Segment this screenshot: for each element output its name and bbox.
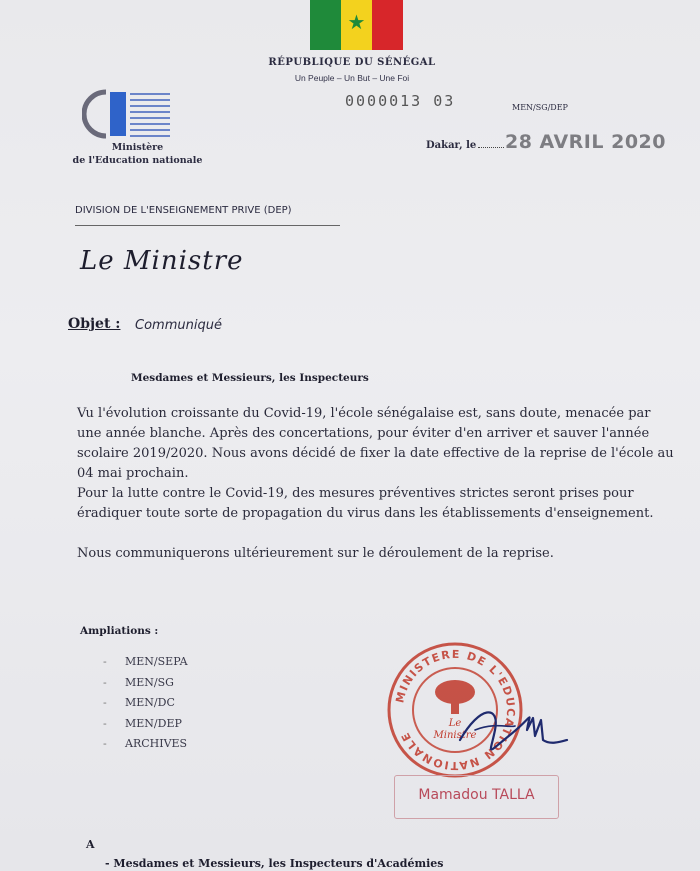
ampliation-item: - MEN/SEPA <box>103 652 188 673</box>
stamp-center-text-1: Le <box>448 718 462 729</box>
body-paragraph-3: Nous communiquerons ultérieurement sur le déroulement de la reprise. <box>77 546 554 561</box>
star-icon: ★ <box>347 10 366 34</box>
ampliation-item: - MEN/DEP <box>103 714 188 735</box>
handwritten-signature <box>455 700 570 760</box>
division-underline <box>75 225 340 226</box>
addressee-label: A <box>86 838 95 851</box>
ministry-line-2: de l'Education nationale <box>72 155 203 166</box>
city-label <box>426 140 504 151</box>
paragraph-spacer <box>77 524 677 544</box>
stamp-center-text-2: Ministre <box>433 730 477 741</box>
city-label-text: Dakar, le <box>426 140 477 151</box>
national-motto: Un Peuple – Un But – Une Foi <box>294 73 410 83</box>
flag-red-band <box>372 0 403 50</box>
ministry-name <box>50 141 225 167</box>
ampliation-item: - MEN/SG <box>103 673 188 694</box>
ministry-logo <box>82 88 174 140</box>
signatory-name: Mamadou TALLA <box>418 787 535 803</box>
letter-date: 28 AVRIL 2020 <box>505 131 666 153</box>
body-paragraph-2: Pour la lutte contre le Covid-19, des mesures préventives strictes seront prises pour éradiquer toute sorte de propagation du virus dans les établissements d'enseignement. <box>77 486 654 521</box>
stamp-ring-text: MINISTERE DE L'EDUCATION NATIONALE <box>393 647 518 773</box>
body-paragraph-1: Vu l'évolution croissante du Covid-19, l'école sénégalaise est, sans doute, menacée par une année blanche. Après des concertations, pour éviter d'en arriver et sauver l'année scolaire 2019/2020. Nous avons décidé de fixer la date effective de la reprise de l'école au 04 mai prochain. <box>77 406 674 481</box>
salutation: Mesdames et Messieurs, les Inspecteurs <box>131 372 369 384</box>
ministry-line-1: Ministère <box>111 142 164 153</box>
signatory-title: Le Ministre <box>80 246 244 276</box>
flag-yellow-band <box>341 0 372 50</box>
reference-code: MEN/SG/DEP <box>512 103 568 112</box>
letter-body <box>77 404 677 564</box>
ampliations-list <box>103 652 188 755</box>
subject-value: Communiqué <box>135 318 222 333</box>
senegal-flag <box>310 0 403 50</box>
addressee-recipients: - Mesdames et Messieurs, les Inspecteurs d'Académies <box>105 857 443 870</box>
reference-number: 0000013 03 <box>345 92 456 110</box>
ampliation-item: - MEN/DC <box>103 693 188 714</box>
subject-label: Objet : <box>68 316 121 332</box>
ampliations-label: Ampliations : <box>80 625 159 637</box>
date-dotted-line <box>478 147 504 148</box>
flag-green-band <box>310 0 341 50</box>
republic-heading: RÉPUBLIQUE DU SÉNÉGAL <box>268 57 436 68</box>
division-name: DIVISION DE L'ENSEIGNEMENT PRIVE (DEP) <box>75 205 292 216</box>
ampliation-item: - ARCHIVES <box>103 734 188 755</box>
